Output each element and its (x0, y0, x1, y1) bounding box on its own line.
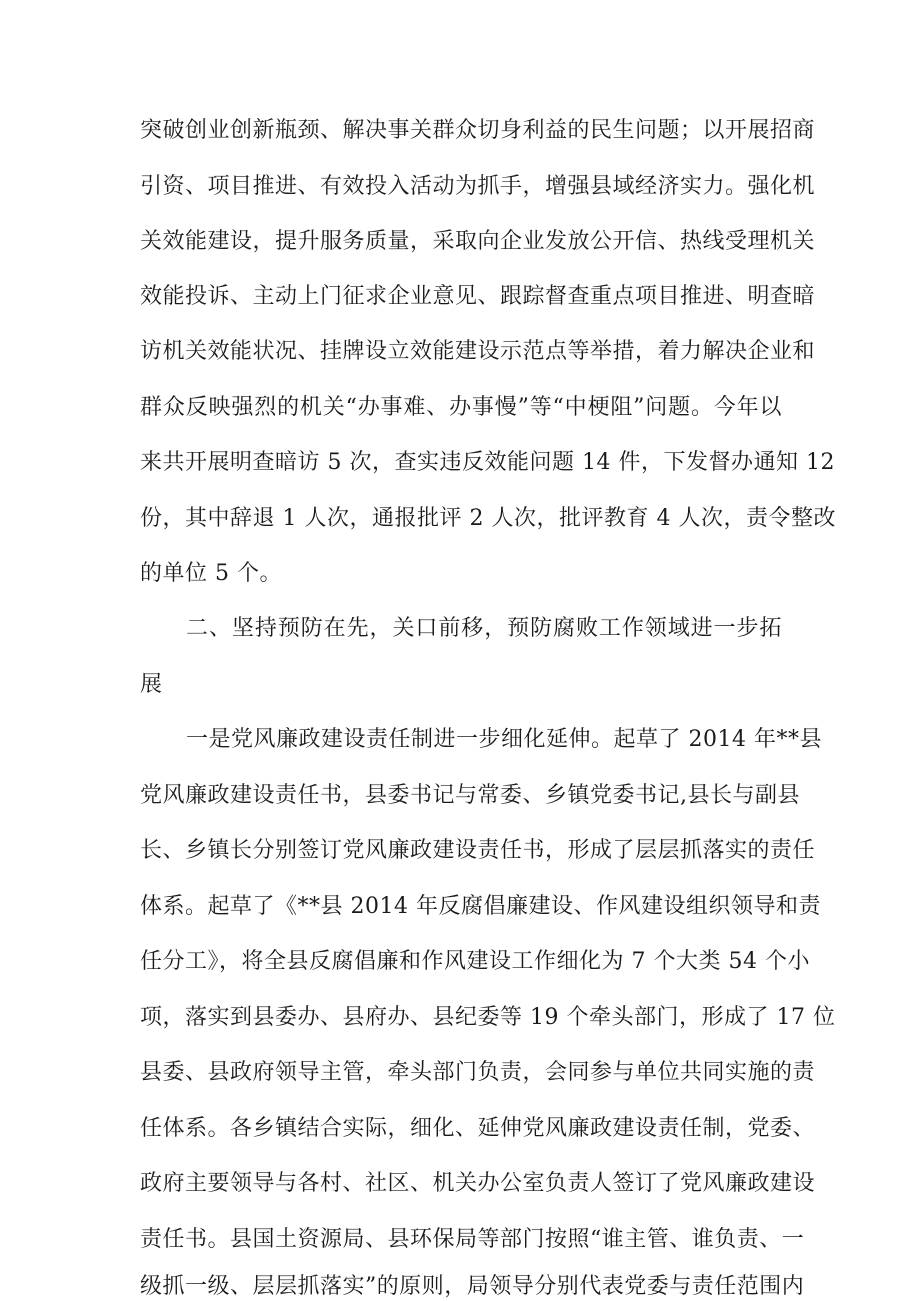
text-line: 级抓一级、层层抓落实”的原则，局领导分别代表党委与责任范围内 (140, 1274, 805, 1299)
text-line: 责任书。县国土资源局、县环保局等部门按照“谁主管、谁负责、一 (140, 1227, 805, 1252)
text-line: 效能投诉、主动上门征求企业意见、跟踪督查重点项目推进、明查暗 (140, 284, 816, 309)
text-line: 引资、项目推进、有效投入活动为抓手，增强县域经济实力。强化机 (140, 174, 816, 199)
heading-line: 展 (140, 672, 163, 697)
text-line: 长、乡镇长分别签订党风廉政建设责任书，形成了层层抓落实的责任 (140, 838, 816, 863)
text-line: 政府主要领导与各村、社区、机关办公室负责人签订了党风廉政建设 (140, 1171, 816, 1196)
text-line: 一是党风廉政建设责任制进一步细化延伸。起草了 2014 年**县 (186, 727, 822, 752)
heading-line: 二、坚持预防在先，关口前移，预防腐败工作领域进一步拓 (186, 616, 782, 641)
text-line: 任体系。各乡镇结合实际，细化、延伸党风廉政建设责任制，党委、 (140, 1116, 816, 1141)
text-line: 任分工》，将全县反腐倡廉和作风建设工作细化为 7 个大类 54 个小 (140, 949, 810, 974)
text-line: 党风廉政建设责任书，县委书记与常委、乡镇党委书记,县长与副县 (140, 783, 800, 808)
text-line: 访机关效能状况、挂牌设立效能建设示范点等举措，着力解决企业和 (140, 339, 816, 364)
text-line: 县委、县政府领导主管，牵头部门负责，会同参与单位共同实施的责 (140, 1060, 816, 1085)
text-line: 突破创业创新瓶颈、解决事关群众切身利益的民生问题；以开展招商 (140, 118, 816, 143)
text-line: 来共开展明查暗访 5 次，查实违反效能问题 14 件，下发督办通知 12 (140, 450, 835, 475)
text-line: 项，落实到县委办、县府办、县纪委等 19 个牵头部门，形成了 17 位 (140, 1005, 836, 1030)
text-line: 群众反映强烈的机关“办事难、办事慢”等“中梗阻”问题。今年以 (140, 395, 782, 420)
text-line: 份，其中辞退 1 人次，通报批评 2 人次，批评教育 4 人次，责令整改 (140, 506, 836, 531)
text-line: 体系。起草了《**县 2014 年反腐倡廉建设、作风建设组织领导和责 (140, 894, 821, 919)
text-line: 关效能建设，提升服务质量，采取向企业发放公开信、热线受理机关 (140, 229, 816, 254)
text-line: 的单位 5 个。 (140, 561, 282, 586)
